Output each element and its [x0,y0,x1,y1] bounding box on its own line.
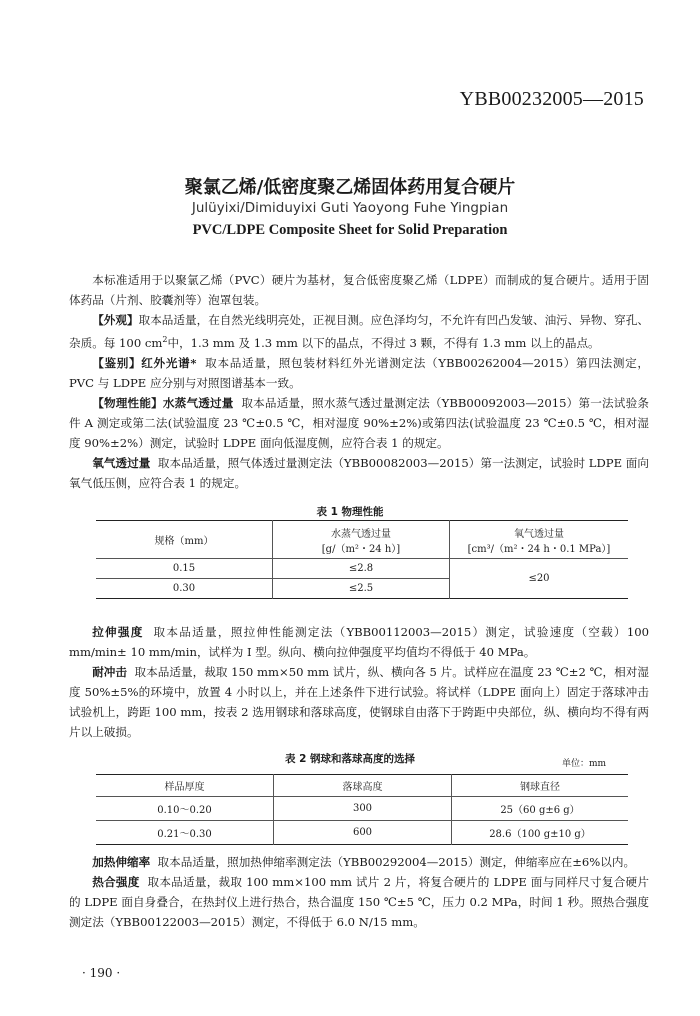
identification-sub: 红外光谱* [141,355,197,370]
section-lower [69,852,649,932]
physical-paragraph [69,393,649,453]
t2-cell: 0.10～0.20 [96,797,274,821]
identification-text: 取本品适量，照包装材料红外光谱测定法（YBB00262004—2015）第四法测定，PVC 与 LDPE 应分别与对照图谱基本一致。 [69,355,649,390]
t1-header-spec: 规格（mm） [96,521,273,559]
t1-cell-spec: 0.30 [96,579,273,599]
t2-cell: 28.6（100 g±10 g） [452,821,629,845]
heatseal-label: 热合强度 [92,875,140,889]
section-upper [69,270,649,493]
table-steel-ball [96,774,628,845]
t2-header-thickness: 样品厚度 [96,775,274,797]
t2-header-drop-height: 落球高度 [274,775,452,797]
tensile-paragraph [69,622,649,662]
t2-cell: 600 [274,821,452,845]
section-middle [69,622,649,742]
table2-caption: 表 2 钢球和落球高度的选择 [284,753,416,765]
t2-header-ball-diameter: 钢球直径 [520,782,560,793]
t1-header-water-vapor: 水蒸气透过量 [g/（m²・24 h）] [273,521,450,559]
page-number: · 190 · [82,966,121,980]
table-row [96,821,628,845]
physical-sub: 水蒸气透过量 [162,395,234,410]
appearance-paragraph [69,310,649,353]
tensile-text: 取本品适量，照拉伸性能测定法（YBB00112003—2015）测定，试验速度（空载）100 mm/min± 10 mm/min，试样为 I 型。纵向、横向拉伸强度平均值均不得低于 40 MPa。 [69,625,649,659]
impact-label: 耐冲击 [92,665,128,679]
shrink-text: 取本品适量，照加热伸缩率测定法（YBB00292004—2015）测定，伸缩率应在±6%以内。 [157,855,636,869]
intro-paragraph: 本标准适用于以聚氯乙烯（PVC）硬片为基材，复合低密度聚乙烯（LDPE）而制成的复合硬片。适用于固体药品（片剂、胶囊剂等）泡罩包装。 [69,273,649,307]
t2-cell: 25（60 g±6 g） [452,797,629,821]
identification-label: 【鉴别】 [92,355,142,370]
shrink-paragraph [69,852,649,872]
t1-cell-water-vapor: ≤2.5 [273,579,450,599]
t1-header-oxygen: 氧气透过量 [cm³/（m²・24 h・0.1 MPa）] [467,528,611,555]
table2-unit: 单位：mm [562,759,607,769]
standard-code: YBB00232005—2015 [459,88,644,110]
impact-text: 取本品适量，裁取 150 mm×50 mm 试片，纵、横向各 5 片。试样应在温度 23 ℃±2 ℃，相对湿度 50%±5%的环境中，放置 4 小时以上，并在上述条件下进行试验。将试样（LDPE 面向上）固定于落球冲击试验机上，跨距 100 mm，按表 2 选用钢球和落球高度，使钢球自由落下于跨距中央部位，纵、横向均不得有两片以上破损。 [69,665,649,739]
t2-cell: 0.21～0.30 [96,821,274,845]
heatseal-paragraph [69,872,649,932]
table-row [96,797,628,821]
impact-paragraph [69,662,649,742]
shrink-label: 加热伸缩率 [92,855,151,869]
appearance-text-a: 取本品适量，在自然光线明亮处，正视目测。应色泽均匀，不允许有凹凸发皱、油污、异物、穿孔、杂质。每 100 cm [69,313,649,350]
physical-label: 【物理性能】 [92,395,163,410]
t2-cell: 300 [274,797,452,821]
oxygen-text: 取本品适量，照气体透过量测定法（YBB00082003—2015）第一法测定，试验时 LDPE 面向氧气低压侧，应符合表 1 的规定。 [69,455,649,490]
title-chinese: 聚氯乙烯/低密度聚乙烯固体药用复合硬片 [184,177,516,198]
oxygen-paragraph [69,453,649,493]
table1-caption: 表 1 物理性能 [316,506,384,518]
appearance-sup: 2 [162,335,168,344]
appearance-label: 【外观】 [92,313,139,327]
appearance-text-b: 中，1.3 mm 及 1.3 mm 以下的晶点，不得过 3 颗，不得有 1.3 mm 以上的晶点。 [167,335,600,350]
physical-text: 取本品适量，照水蒸气透过量测定法（YBB00092003—2015）第一法试验条件 A 测定或第二法(试验温度 23 ℃±0.5 ℃，相对湿度 90%±2%)或第四法(试验温度 23 ℃±0.5 ℃，相对湿度 90%±2%）测定，试验时 LDPE 面向低湿度侧，应符合表 1 的规定。 [69,395,649,450]
heatseal-text: 取本品适量，裁取 100 mm×100 mm 试片 2 片，将复合硬片的 LDPE 面与同样尺寸复合硬片的 LDPE 面自身叠合，在热封仪上进行热合，热合温度 150 ℃±5 ℃，压力 0.2 MPa，时间 1 秒。照热合强度测定法（YBB00122003—2015）测定，不得低于 6.0 N/15 mm。 [69,875,649,929]
table-row [96,559,628,579]
title-english: PVC/LDPE Composite Sheet for Solid Preparation [192,222,508,238]
t1-cell-oxygen: ≤20 [450,559,629,599]
oxygen-label: 氧气透过量 [92,455,151,470]
t1-cell-spec: 0.15 [96,559,273,579]
title-pinyin: Julüyixi/Dimiduyixi Guti Yaoyong Fuhe Yingpian [191,200,509,216]
identification-paragraph [69,353,649,393]
table-physical-properties [96,520,628,599]
tensile-label: 拉伸强度 [92,625,144,639]
t1-cell-water-vapor: ≤2.8 [273,559,450,579]
